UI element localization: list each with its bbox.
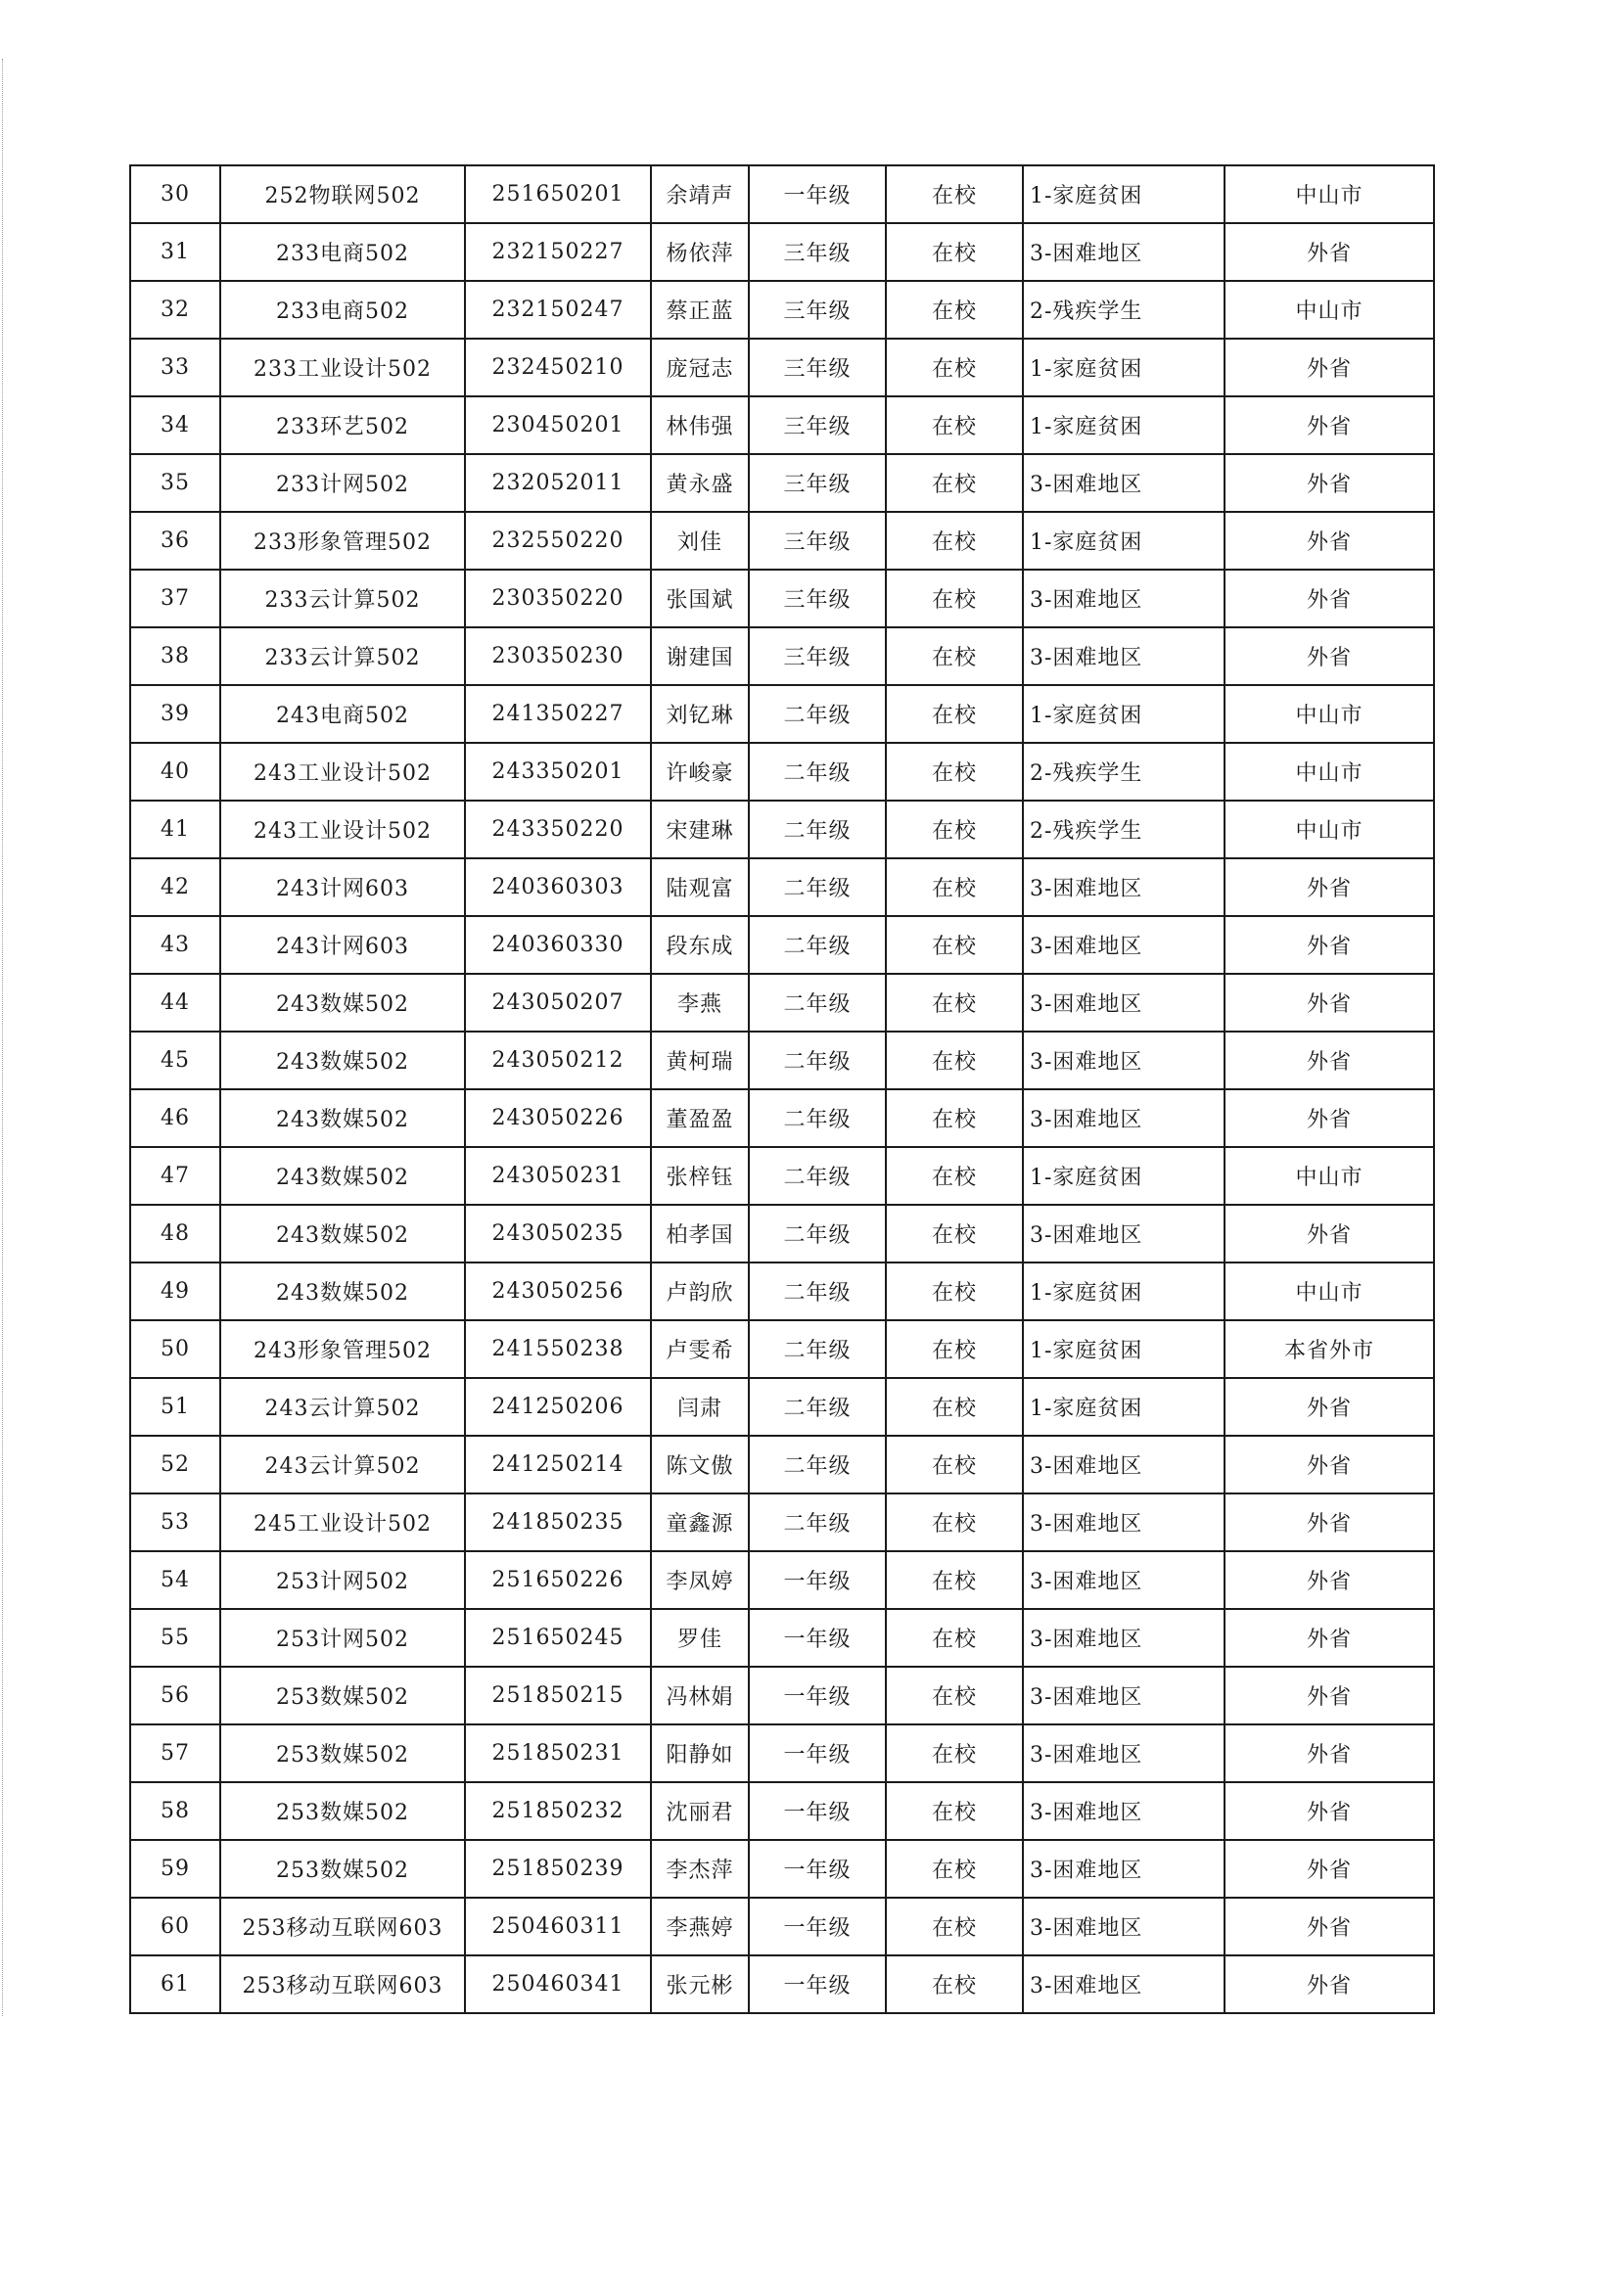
table-row [130,165,1434,223]
origin-cell: 外省 [1225,1032,1434,1089]
student-name-cell: 卢韵欣 [651,1263,749,1320]
enrollment-status-cell: 在校 [886,627,1023,685]
grade-cell: 一年级 [749,1955,886,2013]
student-name-cell: 谢建国 [651,627,749,685]
row-number-cell: 38 [130,627,220,685]
difficulty-type-cell: 3-困难地区 [1023,1667,1225,1724]
grade-cell: 一年级 [749,1609,886,1667]
row-number-cell: 33 [130,339,220,396]
student-name-cell: 李燕婷 [651,1898,749,1955]
class-name-cell: 243数媒502 [220,1147,465,1205]
class-name-cell: 233电商502 [220,281,465,339]
table-row [130,858,1434,916]
enrollment-status-cell: 在校 [886,1840,1023,1898]
student-name-cell: 闫肃 [651,1378,749,1436]
origin-cell: 外省 [1225,223,1434,281]
enrollment-status-cell: 在校 [886,1724,1023,1782]
student-id-cell: 250460311 [465,1898,651,1955]
origin-cell: 外省 [1225,1436,1434,1493]
grade-cell: 二年级 [749,1032,886,1089]
difficulty-type-cell: 1-家庭贫困 [1023,396,1225,454]
student-name-cell: 李杰萍 [651,1840,749,1898]
student-name-cell: 林伟强 [651,396,749,454]
origin-cell: 中山市 [1225,165,1434,223]
row-number-cell: 31 [130,223,220,281]
table-row [130,1436,1434,1493]
row-number-cell: 43 [130,916,220,974]
student-id-cell: 243050235 [465,1205,651,1263]
class-name-cell: 243工业设计502 [220,743,465,801]
table-row [130,1089,1434,1147]
class-name-cell: 243计网603 [220,916,465,974]
student-id-cell: 243350220 [465,801,651,858]
grade-cell: 三年级 [749,281,886,339]
enrollment-status-cell: 在校 [886,974,1023,1032]
student-name-cell: 柏孝国 [651,1205,749,1263]
enrollment-status-cell: 在校 [886,1205,1023,1263]
grade-cell: 一年级 [749,1782,886,1840]
enrollment-status-cell: 在校 [886,1782,1023,1840]
class-name-cell: 245工业设计502 [220,1493,465,1551]
student-id-cell: 241250206 [465,1378,651,1436]
difficulty-type-cell: 3-困难地区 [1023,858,1225,916]
student-name-cell: 童鑫源 [651,1493,749,1551]
class-name-cell: 253计网502 [220,1609,465,1667]
table-row [130,281,1434,339]
class-name-cell: 243数媒502 [220,974,465,1032]
origin-cell: 外省 [1225,454,1434,512]
enrollment-status-cell: 在校 [886,1147,1023,1205]
origin-cell: 外省 [1225,1898,1434,1955]
enrollment-status-cell: 在校 [886,454,1023,512]
table-row [130,1147,1434,1205]
difficulty-type-cell: 3-困难地区 [1023,1724,1225,1782]
table-row [130,1551,1434,1609]
grade-cell: 二年级 [749,1436,886,1493]
student-id-cell: 251850232 [465,1782,651,1840]
row-number-cell: 52 [130,1436,220,1493]
class-name-cell: 233形象管理502 [220,512,465,570]
difficulty-type-cell: 3-困难地区 [1023,454,1225,512]
student-name-cell: 宋建琳 [651,801,749,858]
origin-cell: 外省 [1225,1782,1434,1840]
student-name-cell: 段东成 [651,916,749,974]
class-name-cell: 243云计算502 [220,1378,465,1436]
table-row [130,916,1434,974]
student-id-cell: 251850231 [465,1724,651,1782]
student-name-cell: 陆观富 [651,858,749,916]
table-row [130,223,1434,281]
class-name-cell: 233计网502 [220,454,465,512]
row-number-cell: 60 [130,1898,220,1955]
student-id-cell: 232150227 [465,223,651,281]
class-name-cell: 243计网603 [220,858,465,916]
table-row [130,685,1434,743]
grade-cell: 三年级 [749,512,886,570]
enrollment-status-cell: 在校 [886,1032,1023,1089]
class-name-cell: 243数媒502 [220,1263,465,1320]
table-row [130,339,1434,396]
difficulty-type-cell: 1-家庭贫困 [1023,1378,1225,1436]
class-name-cell: 233云计算502 [220,627,465,685]
origin-cell: 外省 [1225,1378,1434,1436]
difficulty-type-cell: 3-困难地区 [1023,1898,1225,1955]
grade-cell: 二年级 [749,1493,886,1551]
row-number-cell: 42 [130,858,220,916]
enrollment-status-cell: 在校 [886,1320,1023,1378]
enrollment-status-cell: 在校 [886,1378,1023,1436]
origin-cell: 外省 [1225,1724,1434,1782]
class-name-cell: 253数媒502 [220,1667,465,1724]
origin-cell: 本省外市 [1225,1320,1434,1378]
row-number-cell: 40 [130,743,220,801]
student-name-cell: 张元彬 [651,1955,749,2013]
row-number-cell: 34 [130,396,220,454]
origin-cell: 外省 [1225,1609,1434,1667]
class-name-cell: 243形象管理502 [220,1320,465,1378]
row-number-cell: 48 [130,1205,220,1263]
grade-cell: 二年级 [749,974,886,1032]
origin-cell: 外省 [1225,1840,1434,1898]
table-row [130,1493,1434,1551]
grade-cell: 二年级 [749,858,886,916]
origin-cell: 外省 [1225,916,1434,974]
student-name-cell: 阳静如 [651,1724,749,1782]
row-number-cell: 49 [130,1263,220,1320]
row-number-cell: 32 [130,281,220,339]
table-row [130,396,1434,454]
row-number-cell: 47 [130,1147,220,1205]
table-row [130,454,1434,512]
grade-cell: 二年级 [749,1147,886,1205]
student-name-cell: 刘佳 [651,512,749,570]
difficulty-type-cell: 3-困难地区 [1023,1551,1225,1609]
difficulty-type-cell: 3-困难地区 [1023,1089,1225,1147]
table-row [130,570,1434,627]
row-number-cell: 46 [130,1089,220,1147]
difficulty-type-cell: 3-困难地区 [1023,1493,1225,1551]
enrollment-status-cell: 在校 [886,1955,1023,2013]
student-id-cell: 230350230 [465,627,651,685]
difficulty-type-cell: 1-家庭贫困 [1023,685,1225,743]
grade-cell: 二年级 [749,1320,886,1378]
origin-cell: 中山市 [1225,1263,1434,1320]
grade-cell: 一年级 [749,1898,886,1955]
class-name-cell: 253数媒502 [220,1840,465,1898]
table-row [130,512,1434,570]
student-id-cell: 232450210 [465,339,651,396]
table-row [130,1782,1434,1840]
table-row [130,1840,1434,1898]
enrollment-status-cell: 在校 [886,1667,1023,1724]
student-name-cell: 杨依萍 [651,223,749,281]
enrollment-status-cell: 在校 [886,339,1023,396]
origin-cell: 外省 [1225,1205,1434,1263]
row-number-cell: 55 [130,1609,220,1667]
student-id-cell: 243050226 [465,1089,651,1147]
grade-cell: 三年级 [749,627,886,685]
student-name-cell: 余靖声 [651,165,749,223]
difficulty-type-cell: 3-困难地区 [1023,1436,1225,1493]
enrollment-status-cell: 在校 [886,858,1023,916]
student-name-cell: 张梓钰 [651,1147,749,1205]
grade-cell: 二年级 [749,801,886,858]
class-name-cell: 233电商502 [220,223,465,281]
class-name-cell: 253数媒502 [220,1724,465,1782]
class-name-cell: 233工业设计502 [220,339,465,396]
grade-cell: 二年级 [749,743,886,801]
student-name-cell: 沈丽君 [651,1782,749,1840]
origin-cell: 外省 [1225,627,1434,685]
difficulty-type-cell: 3-困难地区 [1023,1955,1225,2013]
difficulty-type-cell: 1-家庭贫困 [1023,1320,1225,1378]
table-row [130,1609,1434,1667]
difficulty-type-cell: 1-家庭贫困 [1023,1147,1225,1205]
grade-cell: 二年级 [749,916,886,974]
student-id-cell: 230350220 [465,570,651,627]
student-id-cell: 243350201 [465,743,651,801]
difficulty-type-cell: 3-困难地区 [1023,570,1225,627]
difficulty-type-cell: 1-家庭贫困 [1023,512,1225,570]
class-name-cell: 253计网502 [220,1551,465,1609]
student-name-cell: 庞冠志 [651,339,749,396]
student-name-cell: 刘钇琳 [651,685,749,743]
roster-body [130,165,1434,2013]
student-name-cell: 黄永盛 [651,454,749,512]
difficulty-type-cell: 3-困难地区 [1023,223,1225,281]
grade-cell: 一年级 [749,1667,886,1724]
student-id-cell: 240360330 [465,916,651,974]
table-row [130,1955,1434,2013]
class-name-cell: 243电商502 [220,685,465,743]
enrollment-status-cell: 在校 [886,1898,1023,1955]
class-name-cell: 253数媒502 [220,1782,465,1840]
grade-cell: 二年级 [749,1205,886,1263]
class-name-cell: 243云计算502 [220,1436,465,1493]
student-name-cell: 卢雯希 [651,1320,749,1378]
difficulty-type-cell: 3-困难地区 [1023,1782,1225,1840]
class-name-cell: 243数媒502 [220,1205,465,1263]
grade-cell: 三年级 [749,339,886,396]
grade-cell: 二年级 [749,1089,886,1147]
student-id-cell: 243050207 [465,974,651,1032]
table-row [130,801,1434,858]
difficulty-type-cell: 3-困难地区 [1023,1032,1225,1089]
origin-cell: 中山市 [1225,743,1434,801]
student-name-cell: 罗佳 [651,1609,749,1667]
enrollment-status-cell: 在校 [886,281,1023,339]
class-name-cell: 253移动互联网603 [220,1955,465,2013]
origin-cell: 外省 [1225,858,1434,916]
enrollment-status-cell: 在校 [886,512,1023,570]
row-number-cell: 58 [130,1782,220,1840]
student-id-cell: 232052011 [465,454,651,512]
student-id-cell: 251850239 [465,1840,651,1898]
origin-cell: 外省 [1225,1089,1434,1147]
student-name-cell: 董盈盈 [651,1089,749,1147]
grade-cell: 二年级 [749,1378,886,1436]
row-number-cell: 44 [130,974,220,1032]
table-row [130,1320,1434,1378]
class-name-cell: 253移动互联网603 [220,1898,465,1955]
origin-cell: 外省 [1225,396,1434,454]
enrollment-status-cell: 在校 [886,1436,1023,1493]
row-number-cell: 57 [130,1724,220,1782]
student-name-cell: 李燕 [651,974,749,1032]
class-name-cell: 252物联网502 [220,165,465,223]
origin-cell: 外省 [1225,339,1434,396]
student-id-cell: 251650245 [465,1609,651,1667]
student-id-cell: 243050212 [465,1032,651,1089]
table-row [130,627,1434,685]
scan-edge-line [2,59,5,2016]
student-id-cell: 232150247 [465,281,651,339]
student-name-cell: 许峻豪 [651,743,749,801]
enrollment-status-cell: 在校 [886,223,1023,281]
table-row [130,1032,1434,1089]
student-id-cell: 240360303 [465,858,651,916]
enrollment-status-cell: 在校 [886,916,1023,974]
grade-cell: 一年级 [749,1551,886,1609]
difficulty-type-cell: 3-困难地区 [1023,627,1225,685]
table-row [130,1263,1434,1320]
difficulty-type-cell: 1-家庭贫困 [1023,165,1225,223]
student-roster-table [129,164,1435,2014]
table-row [130,1205,1434,1263]
difficulty-type-cell: 1-家庭贫困 [1023,1263,1225,1320]
student-name-cell: 张国斌 [651,570,749,627]
origin-cell: 中山市 [1225,685,1434,743]
student-id-cell: 243050231 [465,1147,651,1205]
student-name-cell: 李凤婷 [651,1551,749,1609]
row-number-cell: 54 [130,1551,220,1609]
row-number-cell: 53 [130,1493,220,1551]
student-name-cell: 蔡正蓝 [651,281,749,339]
row-number-cell: 50 [130,1320,220,1378]
grade-cell: 三年级 [749,223,886,281]
student-name-cell: 陈文傲 [651,1436,749,1493]
student-name-cell: 冯林娟 [651,1667,749,1724]
table-row [130,1898,1434,1955]
origin-cell: 中山市 [1225,1147,1434,1205]
table-row [130,974,1434,1032]
origin-cell: 外省 [1225,1551,1434,1609]
enrollment-status-cell: 在校 [886,1263,1023,1320]
difficulty-type-cell: 1-家庭贫困 [1023,339,1225,396]
enrollment-status-cell: 在校 [886,1493,1023,1551]
origin-cell: 外省 [1225,1955,1434,2013]
student-name-cell: 黄柯瑞 [651,1032,749,1089]
grade-cell: 一年级 [749,1724,886,1782]
grade-cell: 三年级 [749,396,886,454]
grade-cell: 一年级 [749,165,886,223]
table-row [130,1724,1434,1782]
enrollment-status-cell: 在校 [886,570,1023,627]
enrollment-status-cell: 在校 [886,743,1023,801]
class-name-cell: 243数媒502 [220,1032,465,1089]
difficulty-type-cell: 3-困难地区 [1023,974,1225,1032]
student-id-cell: 241850235 [465,1493,651,1551]
row-number-cell: 51 [130,1378,220,1436]
grade-cell: 二年级 [749,1263,886,1320]
enrollment-status-cell: 在校 [886,396,1023,454]
table-row [130,1378,1434,1436]
row-number-cell: 56 [130,1667,220,1724]
difficulty-type-cell: 3-困难地区 [1023,1205,1225,1263]
class-name-cell: 233环艺502 [220,396,465,454]
origin-cell: 中山市 [1225,281,1434,339]
table-row [130,743,1434,801]
difficulty-type-cell: 2-残疾学生 [1023,801,1225,858]
student-id-cell: 241350227 [465,685,651,743]
row-number-cell: 37 [130,570,220,627]
enrollment-status-cell: 在校 [886,1609,1023,1667]
origin-cell: 外省 [1225,570,1434,627]
row-number-cell: 45 [130,1032,220,1089]
grade-cell: 二年级 [749,685,886,743]
student-id-cell: 251650201 [465,165,651,223]
row-number-cell: 59 [130,1840,220,1898]
student-id-cell: 241550238 [465,1320,651,1378]
student-id-cell: 241250214 [465,1436,651,1493]
class-name-cell: 243工业设计502 [220,801,465,858]
student-id-cell: 232550220 [465,512,651,570]
enrollment-status-cell: 在校 [886,1551,1023,1609]
table-row [130,1667,1434,1724]
difficulty-type-cell: 3-困难地区 [1023,1609,1225,1667]
grade-cell: 三年级 [749,454,886,512]
difficulty-type-cell: 2-残疾学生 [1023,743,1225,801]
origin-cell: 外省 [1225,1493,1434,1551]
difficulty-type-cell: 3-困难地区 [1023,1840,1225,1898]
student-id-cell: 243050256 [465,1263,651,1320]
row-number-cell: 36 [130,512,220,570]
row-number-cell: 41 [130,801,220,858]
origin-cell: 中山市 [1225,801,1434,858]
student-id-cell: 230450201 [465,396,651,454]
row-number-cell: 61 [130,1955,220,2013]
student-id-cell: 251650226 [465,1551,651,1609]
origin-cell: 外省 [1225,1667,1434,1724]
row-number-cell: 39 [130,685,220,743]
enrollment-status-cell: 在校 [886,685,1023,743]
class-name-cell: 233云计算502 [220,570,465,627]
grade-cell: 三年级 [749,570,886,627]
difficulty-type-cell: 3-困难地区 [1023,916,1225,974]
class-name-cell: 243数媒502 [220,1089,465,1147]
enrollment-status-cell: 在校 [886,801,1023,858]
origin-cell: 外省 [1225,512,1434,570]
difficulty-type-cell: 2-残疾学生 [1023,281,1225,339]
row-number-cell: 35 [130,454,220,512]
origin-cell: 外省 [1225,974,1434,1032]
student-id-cell: 250460341 [465,1955,651,2013]
enrollment-status-cell: 在校 [886,165,1023,223]
enrollment-status-cell: 在校 [886,1089,1023,1147]
student-id-cell: 251850215 [465,1667,651,1724]
row-number-cell: 30 [130,165,220,223]
grade-cell: 一年级 [749,1840,886,1898]
